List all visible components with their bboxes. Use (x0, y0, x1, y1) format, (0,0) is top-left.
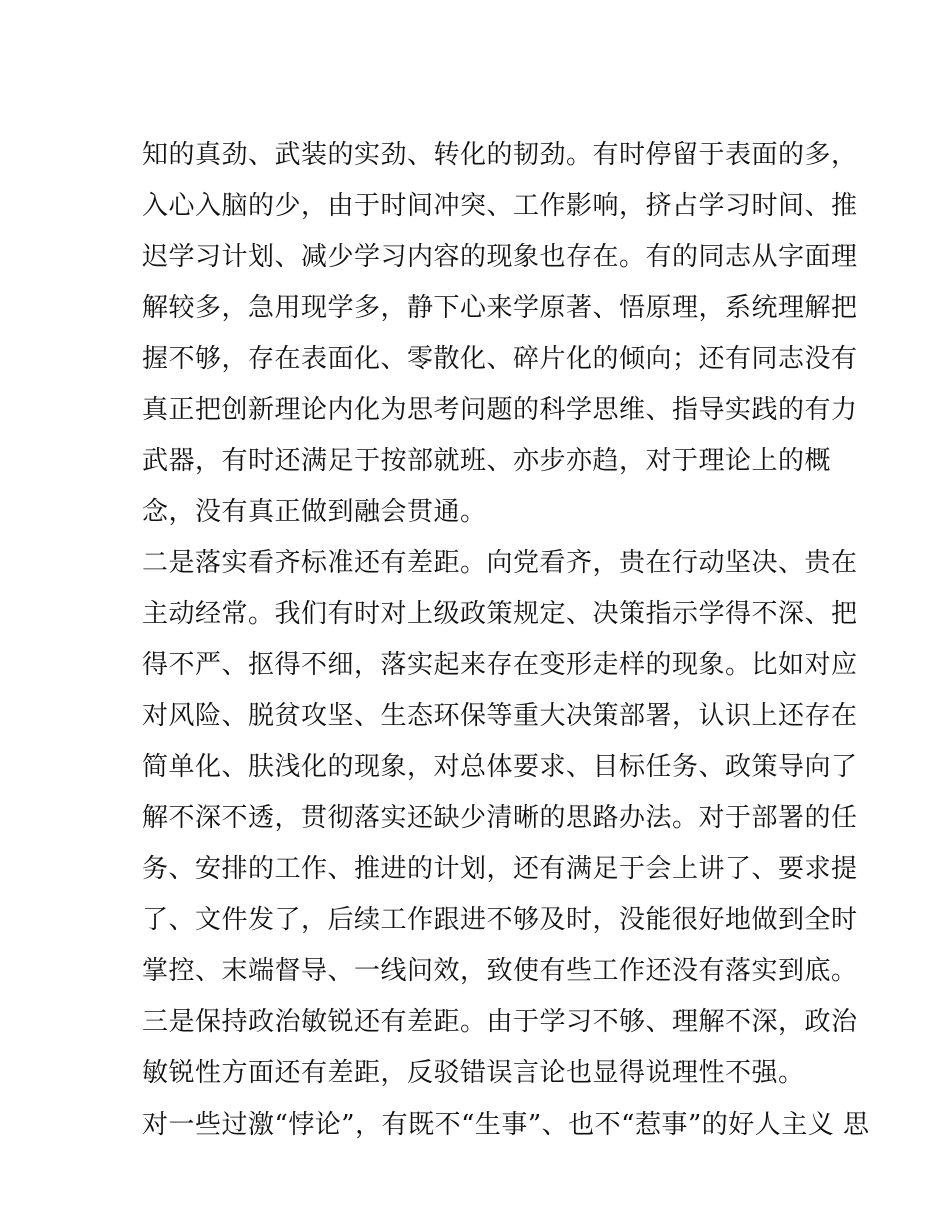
text-line: 迟学习计划、减少学习内容的现象也存在。有的同志从字面理 (142, 242, 858, 272)
paragraph-heading-line: 二是落实看齐标准还有差距。向党看齐，贵在行动坚决、贵在 (142, 548, 858, 578)
text-line: 入心入脑的少，由于时间冲突、工作影响，挤占学习时间、推 (142, 191, 858, 221)
text-line: 知的真劲、武装的实劲、转化的韧劲。有时停留于表面的多， (142, 140, 858, 170)
text-line: 解不深不透，贯彻落实还缺少清晰的思路办法。对于部署的任 (142, 803, 858, 833)
text-line: 简单化、肤浅化的现象，对总体要求、目标任务、政策导向了 (142, 752, 858, 782)
text-line: 掌控、末端督导、一线问效，致使有些工作还没有落实到底。 (142, 956, 858, 986)
text-line: 念，没有真正做到融会贯通。 (142, 497, 487, 527)
text-line: 敏锐性方面还有差距，反驳错误言论也显得说理性不强。 (142, 1058, 805, 1088)
text-line: 务、安排的工作、推进的计划，还有满足于会上讲了、要求提 (142, 854, 858, 884)
text-line: 得不严、抠得不细，落实起来存在变形走样的现象。比如对应 (142, 650, 858, 680)
text-line: 对一些过激“悖论”，有既不“生事”、也不“惹事”的好人主义 思 (142, 1110, 870, 1140)
text-line: 了、文件发了，后续工作跟进不够及时，没能很好地做到全时 (142, 905, 858, 935)
text-line: 握不够，存在表面化、零散化、碎片化的倾向；还有同志没有 (142, 344, 858, 374)
text-line: 主动经常。我们有时对上级政策规定、决策指示学得不深、把 (142, 599, 858, 629)
text-line: 真正把创新理论内化为思考问题的科学思维、指导实践的有力 (142, 395, 858, 425)
paragraph-heading-line: 三是保持政治敏锐还有差距。由于学习不够、理解不深，政治 (142, 1007, 858, 1037)
text-line: 对风险、脱贫攻坚、生态环保等重大决策部署，认识上还存在 (142, 701, 858, 731)
text-line: 武器，有时还满足于按部就班、亦步亦趋，对于理论上的概 (142, 446, 832, 476)
text-line: 解较多，急用现学多，静下心来学原著、悟原理，系统理解把 (142, 293, 858, 323)
